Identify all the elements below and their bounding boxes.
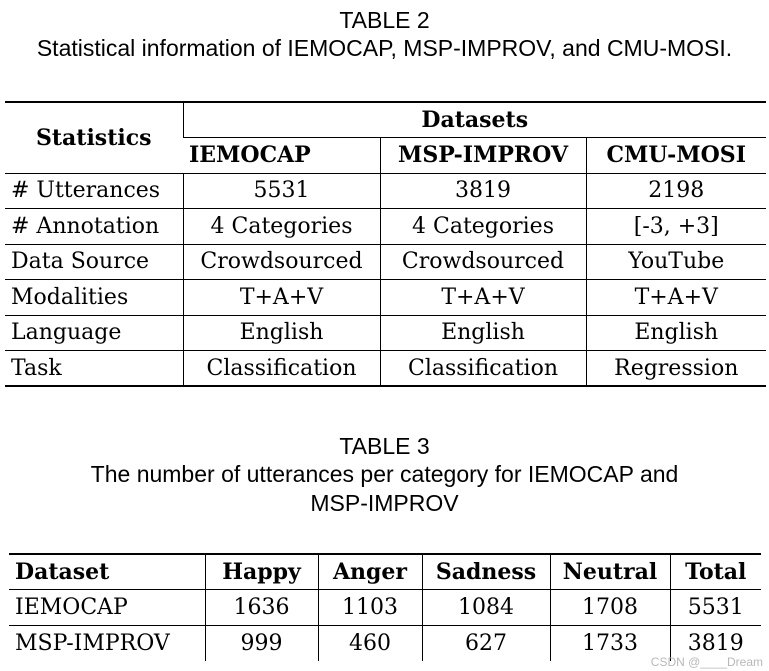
- table-cell: 1708: [550, 590, 670, 626]
- table2-col-iemocap: IEMOCAP: [189, 142, 311, 169]
- row-label: Data Source: [11, 249, 150, 275]
- table-cell: Classification: [380, 351, 586, 387]
- row-label: Modalities: [11, 284, 129, 310]
- table-cell: 1103: [318, 590, 422, 626]
- table-cell: 5531: [183, 173, 380, 209]
- table-cell: 627: [422, 625, 550, 661]
- table2: [5, 101, 766, 387]
- table-cell: 999: [205, 625, 318, 661]
- table3-col-anger: Anger: [318, 554, 422, 590]
- row-label: Task: [11, 355, 62, 381]
- table-cell: T+A+V: [586, 280, 766, 316]
- row-label: # Annotation: [11, 213, 160, 239]
- table3-col-dataset: Dataset: [15, 559, 110, 585]
- watermark: CSDN @____Dream: [650, 655, 763, 669]
- table-cell: YouTube: [586, 244, 766, 280]
- table-cell: 5531: [670, 590, 761, 626]
- table3-caption-line2: MSP-IMPROV: [310, 490, 459, 516]
- table2-col-msp-improv: MSP-IMPROV: [380, 138, 586, 174]
- table3-col-sadness: Sadness: [422, 554, 550, 590]
- table3-col-total: Total: [670, 554, 761, 590]
- table-cell: 4 Categories: [183, 209, 380, 245]
- table-cell: English: [380, 315, 586, 351]
- table-cell: [-3, +3]: [586, 209, 766, 245]
- table-cell: Classification: [183, 351, 380, 387]
- table-row: [5, 351, 766, 387]
- table3-caption-line1: The number of utterances per category for IEMOCAP and: [90, 461, 679, 487]
- table2-header-row: [5, 102, 766, 138]
- table2-col-cmu-mosi: CMU-MOSI: [586, 138, 766, 174]
- table-row: [9, 625, 761, 661]
- table-cell: 1733: [550, 625, 670, 661]
- row-label: # Utterances: [11, 178, 161, 204]
- table-cell: 3819: [380, 173, 586, 209]
- table-cell: 460: [318, 625, 422, 661]
- table-row: [5, 209, 766, 245]
- table2-group-header: Datasets: [183, 102, 766, 138]
- table3-col-happy: Happy: [205, 554, 318, 590]
- table-cell: T+A+V: [380, 280, 586, 316]
- table3-header-row: [9, 554, 761, 590]
- table-cell: English: [183, 315, 380, 351]
- table-cell: T+A+V: [183, 280, 380, 316]
- table-cell: Crowdsourced: [380, 244, 586, 280]
- row-label: MSP-IMPROV: [15, 630, 170, 656]
- table2-stat-header: Statistics: [35, 124, 152, 151]
- table3-col-neutral: Neutral: [550, 554, 670, 590]
- row-label: Language: [11, 320, 122, 346]
- table-row: [5, 315, 766, 351]
- row-label: IEMOCAP: [15, 594, 128, 620]
- table-cell: 1084: [422, 590, 550, 626]
- table-cell: Crowdsourced: [183, 244, 380, 280]
- table-row: [5, 173, 766, 209]
- table-row: [5, 244, 766, 280]
- table-cell: 2198: [586, 173, 766, 209]
- table2-label: TABLE 2: [339, 7, 430, 33]
- table-cell: English: [586, 315, 766, 351]
- table-row: [9, 590, 761, 626]
- table3: [9, 553, 761, 661]
- table3-label: TABLE 3: [339, 433, 430, 459]
- table-cell: Regression: [586, 351, 766, 387]
- table-cell: 4 Categories: [380, 209, 586, 245]
- table2-caption: Statistical information of IEMOCAP, MSP-IMPROV, and CMU-MOSI.: [36, 35, 733, 61]
- table-cell: 3819: [670, 625, 761, 661]
- table-row: [5, 280, 766, 316]
- table-cell: 1636: [205, 590, 318, 626]
